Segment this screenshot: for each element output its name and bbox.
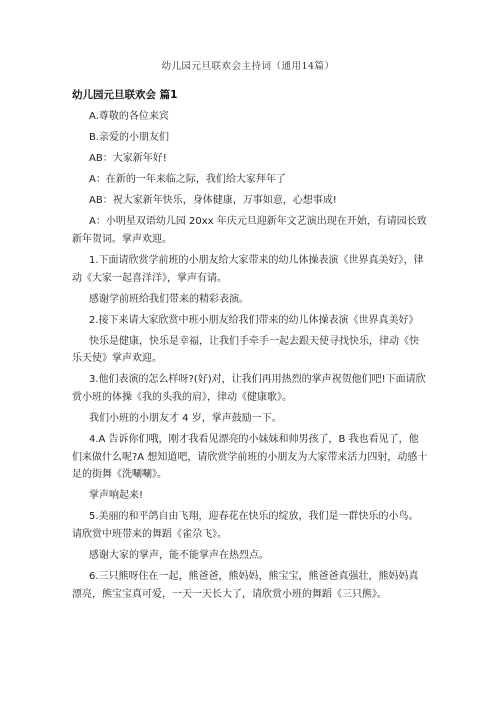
paragraph: AB：大家新年好! bbox=[89, 153, 167, 165]
paragraph: A：在新的一年来临之际，我们给大家拜年了 bbox=[89, 174, 286, 186]
paragraph: A：小明星双语幼儿园 20xx 年庆元旦迎新年文艺演出现在开始，有请园长致新年贺词。掌声欢迎。 bbox=[72, 216, 427, 245]
paragraph: A.尊敬的各位来宾 bbox=[89, 111, 169, 122]
paragraph: AB：祝大家新年快乐，身体健康，万事如意，心想事成! bbox=[89, 195, 337, 207]
paragraph: 掌声响起来! bbox=[89, 490, 144, 502]
paragraph: 6.三只熊呀住在一起，熊爸爸，熊妈妈，熊宝宝，熊爸爸真强壮，熊妈妈真漂亮，熊宝宝真可爱，一天一天长大了，请欣赏小班的舞蹈《三只熊》。 bbox=[72, 571, 419, 600]
section-heading: 幼儿园元旦联欢会 篇1 bbox=[72, 89, 178, 101]
document-body bbox=[72, 108, 428, 607]
paragraph: 2.接下来请大家欣赏中班小朋友给我们带来的幼儿体操表演《世界真美好》 bbox=[89, 314, 419, 326]
paragraph: 1.下面请欣赏学前班的小朋友给大家带来的幼儿体操表演《世界真美好》，律动《大家一起喜洋洋》，掌声有请。 bbox=[72, 255, 424, 284]
paragraph: B.亲爱的小朋友们 bbox=[89, 132, 170, 144]
paragraph: 我们小班的小朋友才 4 岁，掌声鼓励一下。 bbox=[89, 413, 282, 425]
paragraph: 3.他们表演的怎么样呀?(好)对，让我们再用热烈的掌声祝贺他们吧!下面请欣赏小班的体操《我的头我的肩》，律动《健康歌》。 bbox=[72, 374, 426, 403]
document-title: 幼儿园元旦联欢会主持词（通用14篇） bbox=[161, 61, 335, 72]
paragraph: 感谢学前班给我们带来的精彩表演。 bbox=[89, 293, 249, 305]
paragraph: 5.美丽的和平鸽自由飞翔，迎春花在快乐的绽放，我们是一群快乐的小鸟。请欣赏中班带来的舞蹈《雀尕飞》。 bbox=[72, 511, 419, 540]
paragraph: 快乐是健康，快乐是幸福，让我们手牵手一起去跟天使寻找快乐，律动《快乐天使》掌声欢迎。 bbox=[72, 335, 419, 365]
paragraph: 4.A 告诉你们哦，刚才我看见漂亮的小妹妹和帅男孩了，B 我也看见了，他们来做什么呢?A 想知道吧，请欣赏学前班的小朋友为大家带来活力四射，动感十足的街舞《洗唰唰》。 bbox=[72, 434, 428, 481]
paragraph: 感谢大家的掌声，能不能掌声在热烈点。 bbox=[89, 549, 269, 561]
